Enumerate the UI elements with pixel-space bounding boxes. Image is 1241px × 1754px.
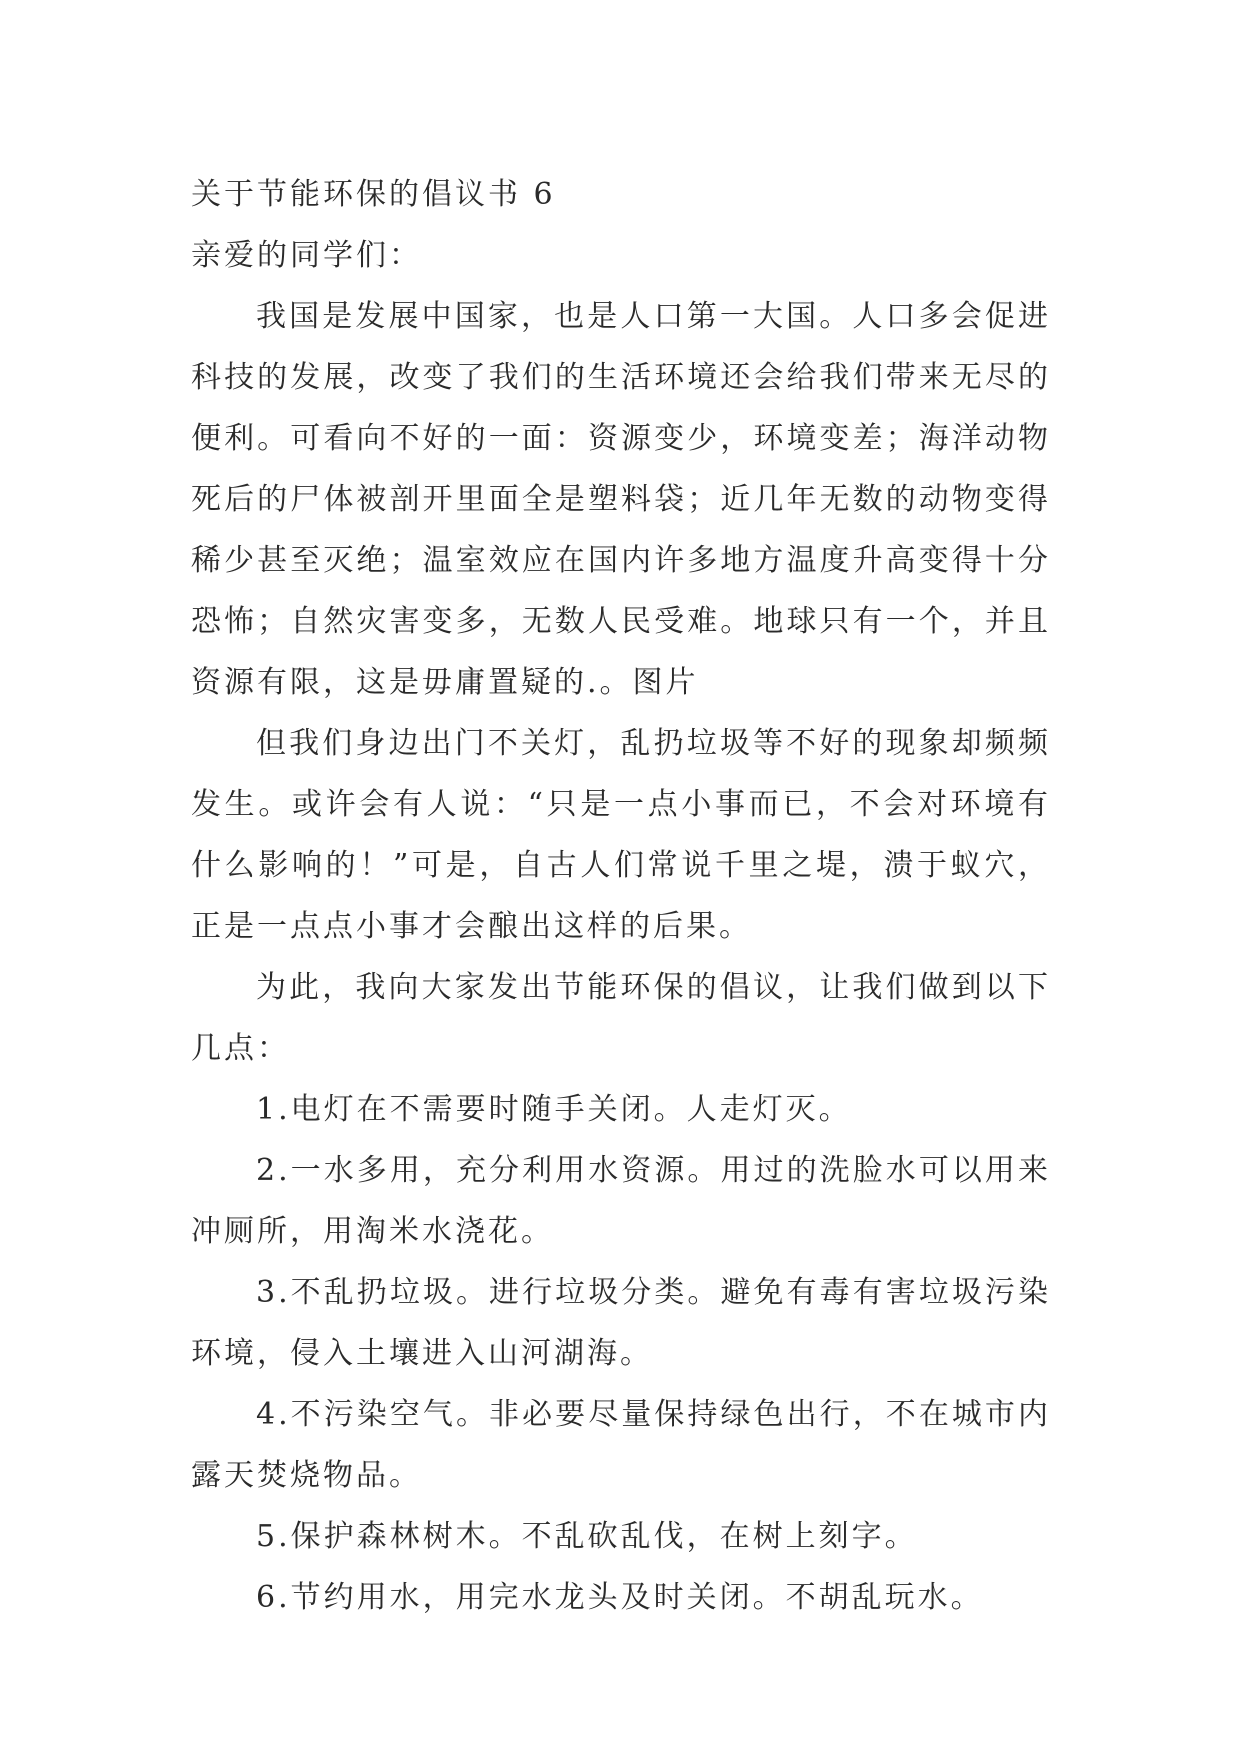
paragraph-3: 为此，我向大家发出节能环保的倡议，让我们做到以下几点： bbox=[191, 970, 1051, 1066]
list-item: 5.保护森林树木。不乱砍乱伐，在树上刻字。 bbox=[256, 1519, 918, 1554]
paragraph-2: 但我们身边出门不关灯，乱扔垃圾等不好的现象却频频发生。或许会有人说：“只是一点小事而已，不会对环境有什么影响的！”可是，自古人们常说千里之堤，溃于蚁穴，正是一点点小事才会酿出这样的后果。 bbox=[191, 726, 1051, 944]
list-item: 1.电灯在不需要时随手关闭。人走灯灭。 bbox=[256, 1092, 852, 1127]
greeting: 亲爱的同学们： bbox=[191, 238, 422, 273]
list-item: 3.不乱扔垃圾。进行垃圾分类。避免有毒有害垃圾污染环境，侵入土壤进入山河湖海。 bbox=[191, 1275, 1051, 1371]
document-title: 关于节能环保的倡议书 6 bbox=[191, 177, 556, 212]
list-item: 2.一水多用，充分利用水资源。用过的洗脸水可以用来冲厕所，用淘米水浇花。 bbox=[191, 1153, 1051, 1249]
list-item: 6.节约用水，用完水龙头及时关闭。不胡乱玩水。 bbox=[256, 1580, 984, 1615]
list-item: 4.不污染空气。非必要尽量保持绿色出行，不在城市内露天焚烧物品。 bbox=[191, 1397, 1051, 1493]
document-body bbox=[191, 164, 1051, 1628]
paragraph-1: 我国是发展中国家，也是人口第一大国。人口多会促进科技的发展，改变了我们的生活环境还会给我们带来无尽的便利。可看向不好的一面：资源变少，环境变差；海洋动物死后的尸体被剖开里面全是塑料袋；近几年无数的动物变得稀少甚至灭绝；温室效应在国内许多地方温度升高变得十分恐怖；自然灾害变多，无数人民受难。地球只有一个，并且资源有限，这是毋庸置疑的.。图片 bbox=[191, 299, 1051, 700]
